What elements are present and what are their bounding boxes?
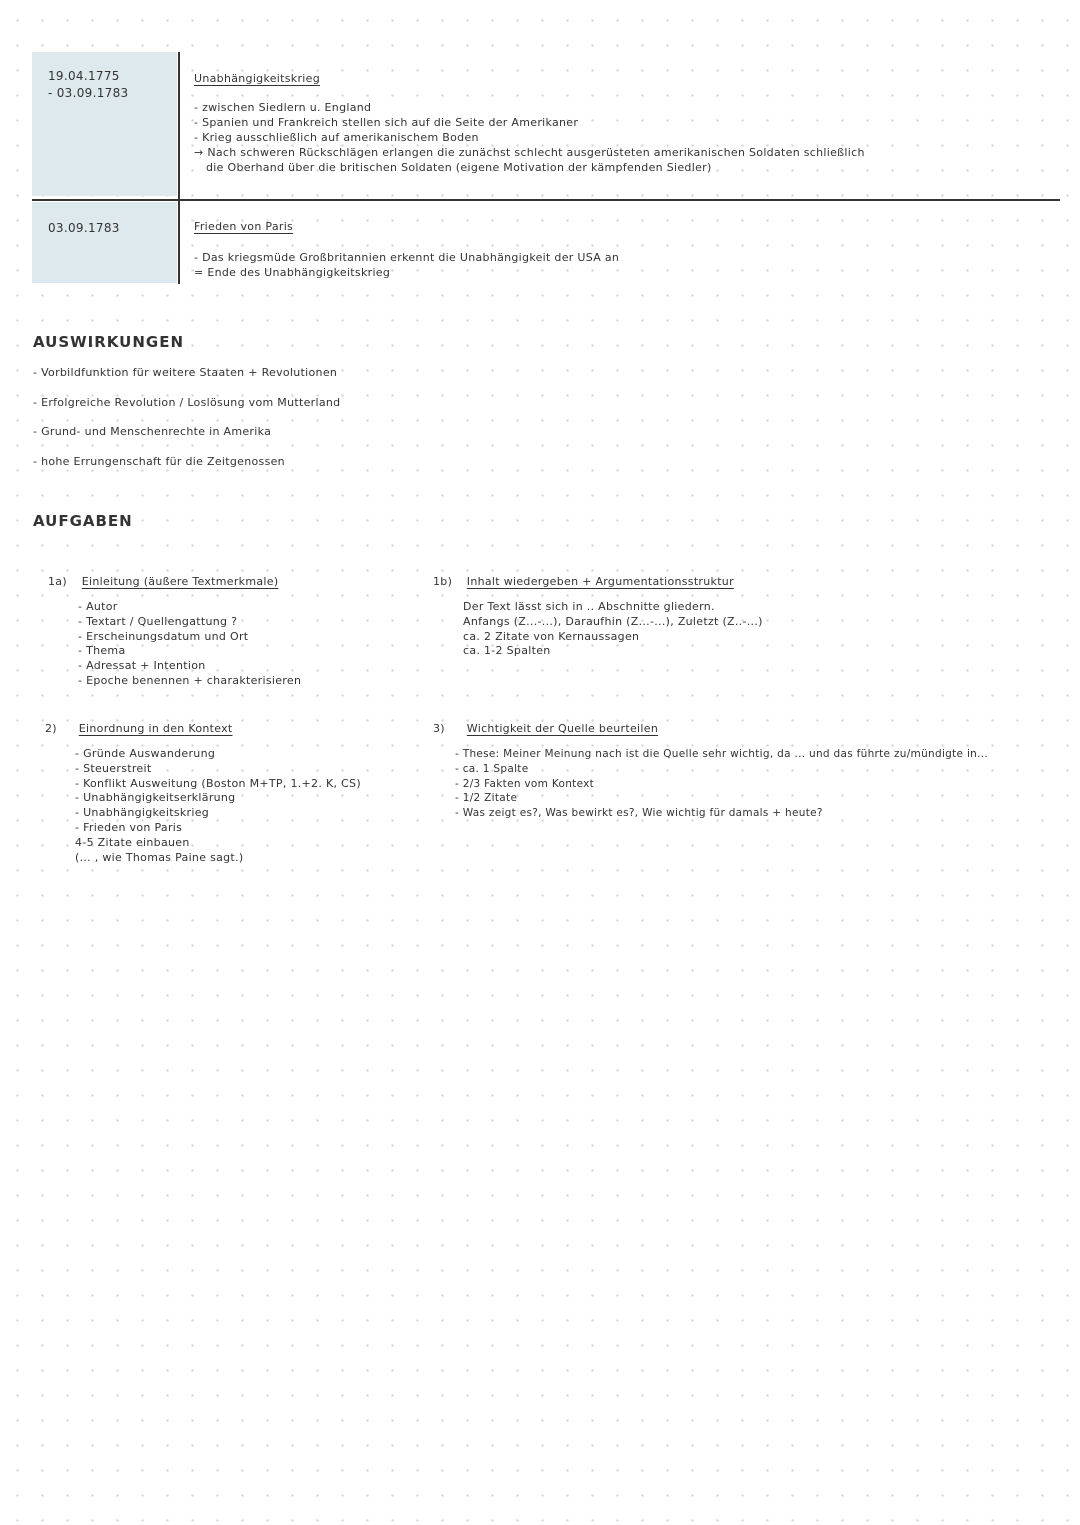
timeline-entry-title: Unabhängigkeitskrieg: [194, 72, 320, 85]
timeline-note: die Oberhand über die britischen Soldaten (eigene Motivation der kämpfenden Siedler): [206, 161, 712, 174]
task-note: - Konflikt Ausweitung (Boston M+TP, 1.+2. K, CS): [75, 776, 361, 790]
task-number: 1a): [48, 575, 67, 588]
task-title: Einordnung in den Kontext: [78, 722, 233, 735]
timeline-note: = Ende des Unabhängigkeitskrieg: [194, 266, 391, 279]
section-heading-auswirkungen: AUSWIRKUNGEN: [33, 333, 185, 351]
task-1a: [48, 575, 301, 689]
task-title: Wichtigkeit der Quelle beurteilen: [466, 722, 659, 735]
task-2: [45, 722, 361, 865]
task-number: 3): [433, 722, 445, 735]
timeline-entry-title: Frieden von Paris: [194, 220, 294, 233]
task-note: - Was zeigt es?, Was bewirkt es?, Wie wichtig für damals + heute?: [455, 807, 823, 820]
task-note: - Autor: [78, 600, 118, 613]
task-number: 2): [45, 722, 57, 735]
task-note: - ca. 1 Spalte: [455, 762, 529, 775]
task-note: - Steuerstreit: [75, 761, 152, 775]
task-note: - 1/2 Zitate: [455, 792, 518, 805]
timeline-date: 19.04.1775 - 03.09.1783: [48, 69, 129, 100]
task-note: (... , wie Thomas Paine sagt.): [75, 850, 244, 864]
task-note: 4-5 Zitate einbauen: [75, 835, 190, 849]
list-item: - Erfolgreiche Revolution / Loslösung vom Mutterland: [33, 395, 341, 409]
task-title: Einleitung (äußere Textmerkmale): [81, 575, 279, 588]
timeline-entry-notes: [194, 250, 619, 280]
task-note: - Adressat + Intention: [78, 659, 206, 673]
timeline-note: → Nach schweren Rückschlägen erlangen die zunächst schlecht ausgerüsteten amerikanischen Soldaten schließlich: [194, 146, 865, 159]
timeline-column-divider: [178, 52, 180, 284]
timeline-date: 03.09.1783: [48, 221, 120, 235]
task-note: - Unabhängigkeitserklärung: [75, 791, 236, 805]
task-note: ca. 2 Zitate von Kernaussagen: [463, 629, 640, 643]
timeline-note: - Das kriegsmüde Großbritannien erkennt die Unabhängigkeit der USA an: [194, 251, 620, 264]
timeline-date-cell: [32, 202, 177, 283]
task-note: - Unabhängigkeitskrieg: [75, 806, 210, 820]
task-note: - These: Meiner Meinung nach ist die Quelle sehr wichtig, da ... und das führte zu/mündigte in...: [455, 748, 989, 760]
list-item: - Vorbildfunktion für weitere Staaten + Revolutionen: [33, 366, 338, 379]
timeline-note: - Krieg ausschließlich auf amerikanischem Boden: [194, 131, 479, 144]
task-note: Anfangs (Z...-...), Daraufhin (Z...-...), Zuletzt (Z..-...): [463, 614, 763, 628]
timeline-note: - zwischen Siedlern u. England: [194, 101, 372, 114]
task-note: ca. 1-2 Spalten: [463, 644, 551, 658]
task-note: - 2/3 Fakten vom Kontext: [455, 777, 595, 790]
task-note: Der Text lässt sich in .. Abschnitte gliedern.: [463, 600, 715, 613]
section-heading-aufgaben: AUFGABEN: [33, 512, 133, 530]
timeline-note: - Spanien und Frankreich stellen sich auf die Seite der Amerikaner: [194, 116, 579, 129]
task-title: Inhalt wiedergeben + Argumentationsstruktur: [466, 575, 734, 588]
task-1b: [433, 575, 763, 659]
timeline-row-divider: [32, 199, 1060, 201]
task-3: [433, 722, 988, 821]
task-note: - Frieden von Paris: [75, 820, 183, 834]
task-note: - Erscheinungsdatum und Ort: [78, 629, 249, 643]
task-note: - Thema: [78, 644, 126, 658]
list-item: - Grund- und Menschenrechte in Amerika: [33, 425, 272, 438]
task-number: 1b): [433, 575, 453, 588]
task-note: - Epoche benennen + charakterisieren: [78, 673, 302, 687]
task-note: - Gründe Auswanderung: [75, 747, 216, 760]
list-item: - hohe Errungenschaft für die Zeitgenossen: [33, 454, 285, 468]
timeline-entry-notes: [194, 100, 865, 175]
auswirkungen-list: [33, 366, 340, 484]
task-note: - Textart / Quellengattung ?: [78, 614, 238, 628]
